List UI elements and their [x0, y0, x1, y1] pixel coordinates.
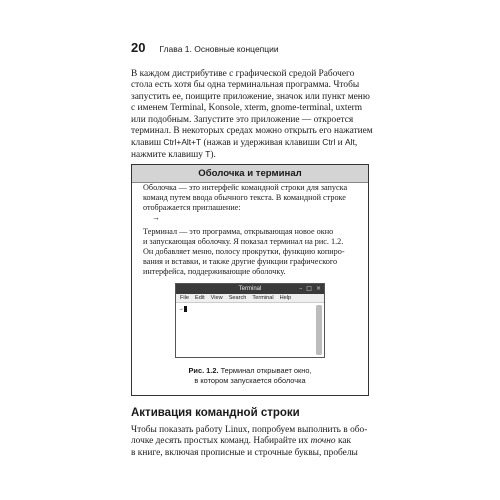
intro-line: с именем Terminal, Konsole, xterm, gnome-terminal, uxterm: [131, 103, 363, 114]
sidebar-title: Оболочка и терминал: [132, 165, 368, 183]
terminal-line: Терминал — это программа, открывающая новое окно: [143, 227, 334, 236]
intro-line: запустить ее, поищите приложение, значок или пункт меню: [131, 91, 370, 102]
shell-line: команд путем ввода обычного текста. В командной строке: [143, 193, 346, 202]
figure-caption: [131, 366, 369, 386]
shell-line: Оболочка — это интерфейс командной строки для запуска: [143, 183, 348, 192]
figure-label: Рис. 1.2.: [188, 366, 219, 375]
terminal-paragraph: [143, 227, 359, 277]
minimize-icon: –: [299, 285, 303, 292]
prompt-sample: →: [152, 213, 160, 222]
intro-paragraph: [131, 69, 371, 160]
close-icon: ×: [315, 285, 321, 292]
menu-edit: Edit: [195, 295, 205, 301]
menu-terminal: Terminal: [252, 295, 274, 301]
terminal-title: Terminal: [238, 286, 262, 292]
sidebar-box: [131, 164, 369, 396]
section-line: Чтобы показать работу Linux, попробуем выполнить в обо-: [131, 425, 368, 435]
section-paragraph: [131, 425, 371, 459]
terminal-line: Он добавляет меню, полосу прокрутки, функцию копиро-: [143, 247, 345, 256]
intro-line: или подобным. Запустите это приложение — откроется: [131, 114, 354, 125]
window-controls: [299, 284, 321, 294]
intro-line-keys-2: нажмите клавишу T).: [131, 148, 216, 160]
shell-paragraph: [143, 183, 359, 213]
intro-line-keys: клавиш Ctrl+Alt+T (нажав и удерживая клавиши Ctrl и Alt,: [131, 137, 358, 149]
menu-search: Search: [228, 295, 247, 301]
menu-file: File: [180, 295, 190, 301]
terminal-line: интерфейса, поддерживающие оболочку.: [143, 267, 286, 276]
figure-caption-line: Рис. 1.2. Терминал открывает окно,: [188, 366, 312, 375]
terminal-titlebar: [176, 284, 324, 294]
section-line: лочке десять простых команд. Набирайте их точно как: [131, 436, 352, 447]
shell-line: отображается приглашение:: [143, 203, 241, 212]
menu-help: Help: [279, 295, 292, 301]
chapter-title: Глава 1. Основные концепции: [159, 44, 279, 54]
running-head: [131, 40, 371, 56]
terminal-prompt: →: [179, 305, 183, 312]
key-ctrl: Ctrl: [322, 137, 336, 148]
key-t: T: [205, 148, 211, 159]
page-number: 20: [131, 40, 146, 55]
section-line: в книге, включая прописные и строчные буквы, пробелы: [131, 447, 358, 458]
terminal-cursor: [184, 306, 187, 312]
key-combo: Ctrl+Alt+T: [163, 137, 202, 148]
intro-line: стола есть хотя бы одна терминальная программа. Чтобы: [131, 80, 360, 91]
section-heading: Активация командной строки: [131, 407, 300, 419]
key-alt: Alt: [345, 137, 355, 148]
maximize-icon: □: [306, 285, 312, 292]
terminal-window-figure: [175, 283, 325, 358]
terminal-body: [176, 304, 316, 357]
terminal-menubar: [176, 294, 324, 303]
intro-line: В каждом дистрибутиве с графической средой Рабочего: [131, 69, 355, 79]
intro-line: терминал. В некоторых средах можно открыть его нажатием: [131, 125, 373, 136]
terminal-scrollbar: [316, 305, 322, 355]
menu-view: View: [210, 295, 223, 301]
terminal-line: вания и вставки, и также другие функции графического: [143, 257, 338, 266]
figure-caption-line-2: в котором запускается оболочка: [194, 376, 306, 385]
terminal-line: и запускающая оболочку. Я показал терминал на рис. 1.2.: [143, 237, 344, 246]
emphasis: точно: [310, 436, 336, 447]
